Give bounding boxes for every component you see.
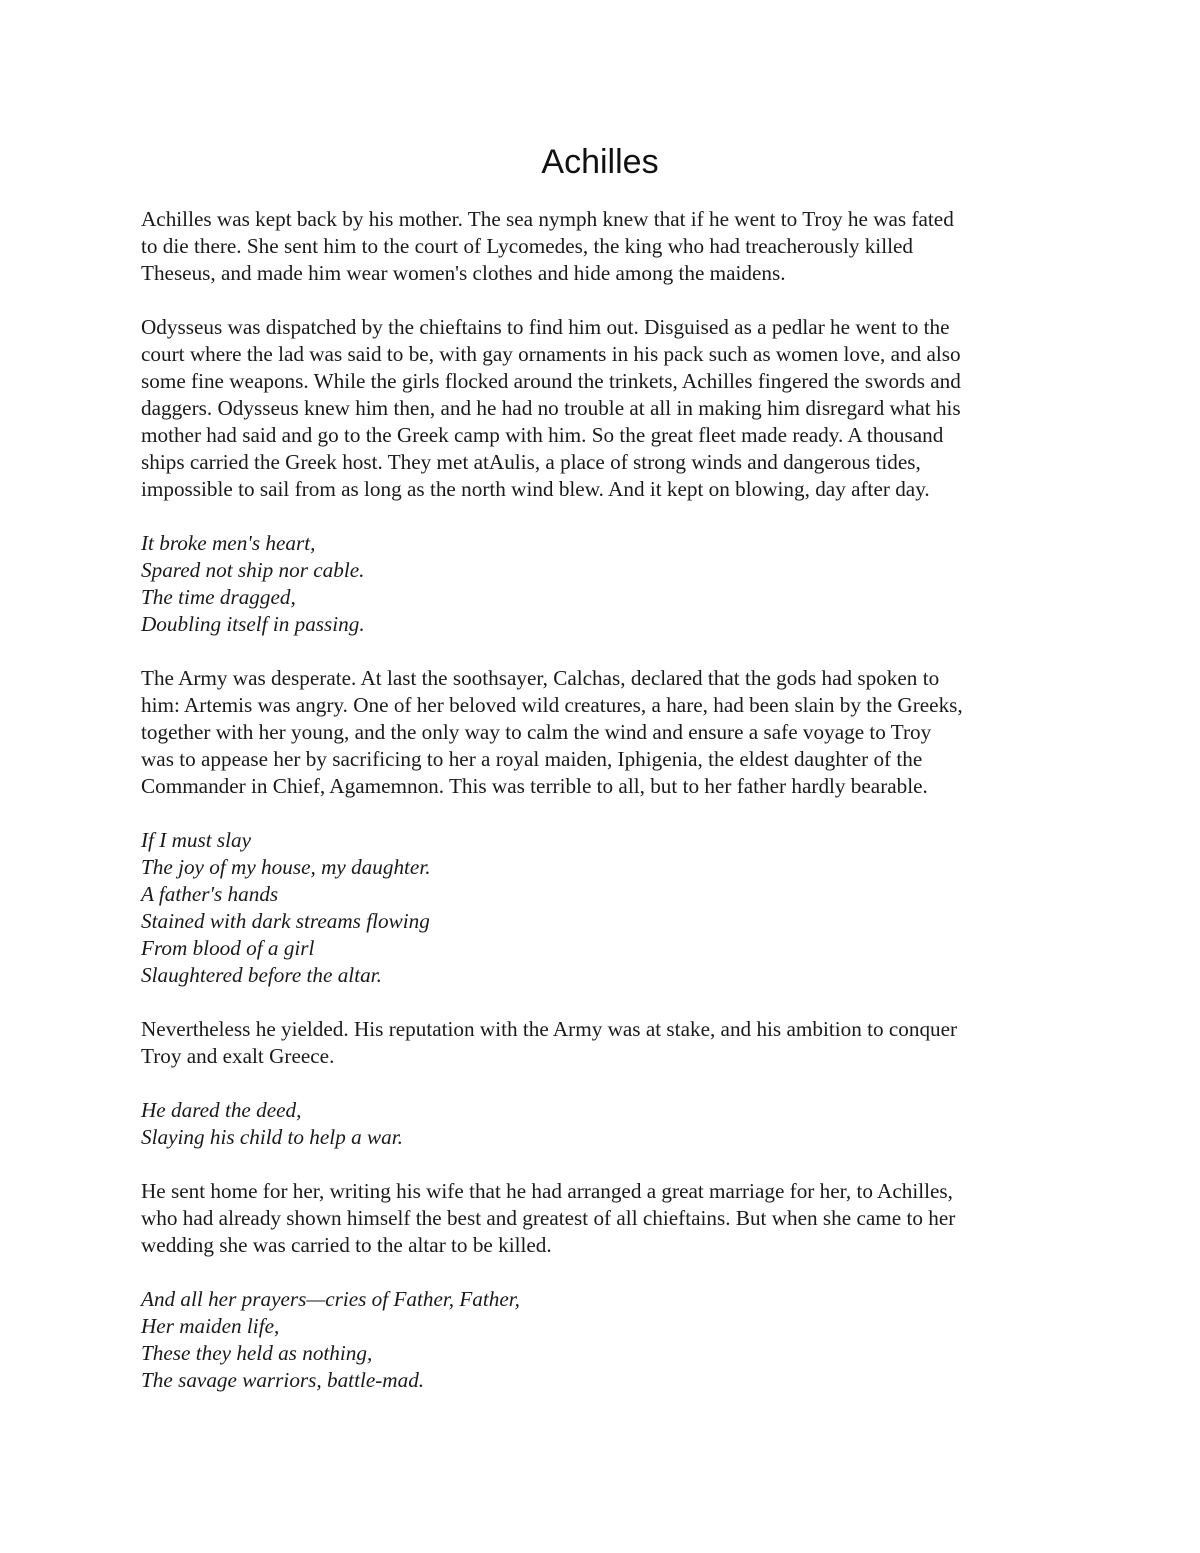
verse-line: From blood of a girl — [141, 936, 315, 960]
verse-line: Slaying his child to help a war. — [141, 1125, 403, 1149]
paragraph-line: together with her young, and the only way to calm the wind and ensure a safe voyage to Troy — [141, 720, 932, 744]
verse-stanza — [141, 530, 1076, 638]
paragraph-line: Nevertheless he yielded. His reputation with the Army was at stake, and his ambition to conquer — [141, 1017, 958, 1041]
verse-line: These they held as nothing, — [141, 1341, 373, 1365]
paragraph-line: some fine weapons. While the girls flocked around the trinkets, Achilles fingered the swords and — [141, 369, 961, 393]
paragraph-line: to die there. She sent him to the court of Lycomedes, the king who had treacherously killed — [141, 234, 913, 258]
verse-line: Stained with dark streams flowing — [141, 909, 430, 933]
document-body — [141, 206, 1076, 1421]
verse-line: Doubling itself in passing. — [141, 612, 365, 636]
verse-line: A father's hands — [141, 882, 279, 906]
verse-line: Slaughtered before the altar. — [141, 963, 382, 987]
verse-line: Spared not ship nor cable. — [141, 558, 365, 582]
verse-line: The time dragged, — [141, 585, 296, 609]
paragraph-line: him: Artemis was angry. One of her beloved wild creatures, a hare, had been slain by the Greeks, — [141, 693, 963, 717]
paragraph-line: Commander in Chief, Agamemnon. This was terrible to all, but to her father hardly bearable. — [141, 774, 928, 798]
paragraph-line: The Army was desperate. At last the soothsayer, Calchas, declared that the gods had spoken to — [141, 666, 940, 690]
verse-line: He dared the deed, — [141, 1098, 302, 1122]
paragraph-line: He sent home for her, writing his wife that he had arranged a great marriage for her, to Achilles, — [141, 1179, 953, 1203]
paragraph-line: mother had said and go to the Greek camp with him. So the great fleet made ready. A thousand — [141, 423, 944, 447]
paragraph-line: daggers. Odysseus knew him then, and he had no trouble at all in making him disregard what his — [141, 396, 961, 420]
paragraph-line: wedding she was carried to the altar to be killed. — [141, 1233, 552, 1257]
verse-line: The savage warriors, battle-mad. — [141, 1368, 425, 1392]
paragraph-line: was to appease her by sacrificing to her a royal maiden, Iphigenia, the eldest daughter of the — [141, 747, 923, 771]
verse-stanza — [141, 827, 1076, 989]
verse-stanza — [141, 1286, 1076, 1394]
paragraph-line: Odysseus was dispatched by the chieftains to find him out. Disguised as a pedlar he went to the — [141, 315, 950, 339]
page-title: Achilles — [541, 143, 659, 181]
paragraph — [141, 206, 1076, 287]
paragraph — [141, 665, 1076, 800]
paragraph — [141, 314, 1076, 503]
paragraph — [141, 1178, 1076, 1259]
paragraph-line: Theseus, and made him wear women's clothes and hide among the maidens. — [141, 261, 786, 285]
paragraph-line: court where the lad was said to be, with gay ornaments in his pack such as women love, and also — [141, 342, 961, 366]
paragraph-line: ships carried the Greek host. They met atAulis, a place of strong winds and dangerous tides, — [141, 450, 921, 474]
verse-line: The joy of my house, my daughter. — [141, 855, 431, 879]
verse-line: If I must slay — [141, 828, 252, 852]
paragraph-line: who had already shown himself the best and greatest of all chieftains. But when she came to her — [141, 1206, 956, 1230]
verse-line: Her maiden life, — [141, 1314, 280, 1338]
verse-line: It broke men's heart, — [141, 531, 316, 555]
verse-stanza — [141, 1097, 1076, 1151]
paragraph-line: Achilles was kept back by his mother. The sea nymph knew that if he went to Troy he was fated — [141, 207, 954, 231]
verse-line: And all her prayers—cries of Father, Father, — [141, 1287, 520, 1311]
paragraph-line: impossible to sail from as long as the north wind blew. And it kept on blowing, day after day. — [141, 477, 930, 501]
paragraph — [141, 1016, 1076, 1070]
paragraph-line: Troy and exalt Greece. — [141, 1044, 335, 1068]
